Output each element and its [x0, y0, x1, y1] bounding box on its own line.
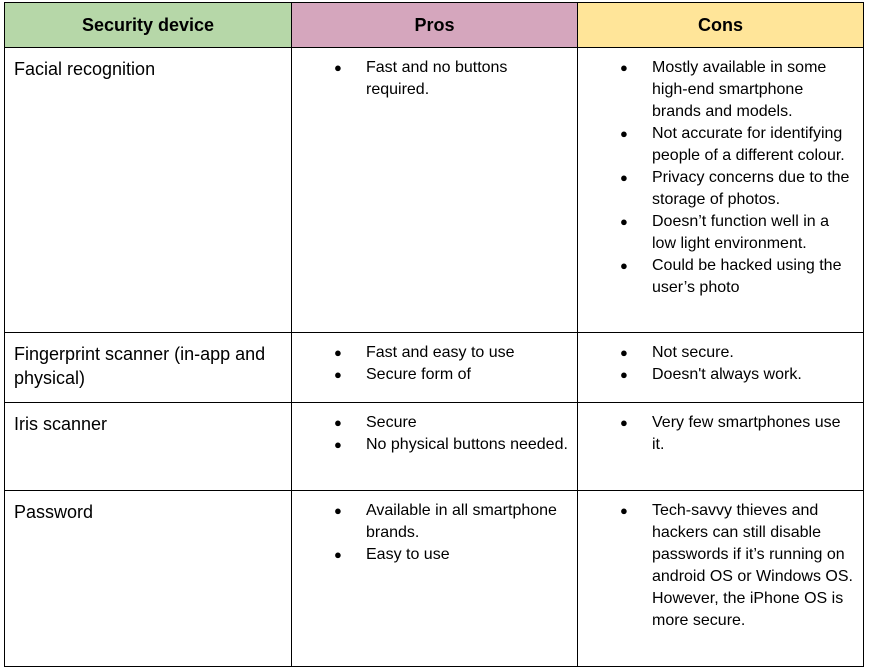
list-item	[292, 434, 577, 456]
cons-item-text: Doesn't always work.	[652, 366, 802, 383]
table-row-password	[5, 491, 864, 667]
list-item	[578, 342, 863, 364]
list-item	[292, 364, 577, 386]
device-name-cell: Fingerprint scanner (in-app and physical)	[5, 333, 292, 403]
bullet-icon: ●	[334, 437, 342, 452]
header-security-device: Security device	[5, 3, 292, 48]
bullet-icon: ●	[620, 126, 628, 141]
pros-cell	[292, 333, 578, 403]
list-item	[578, 412, 863, 456]
table-row-fingerprint-scanner	[5, 333, 864, 403]
pros-item-text: Secure form of	[366, 366, 471, 383]
cons-item-text: Tech-savvy thieves and hackers can still disable passwords if it’s running on android OS or Windows OS. However, the iPhone OS is more secure.	[652, 502, 853, 629]
list-item	[292, 500, 577, 544]
list-item	[578, 123, 863, 167]
pros-item-text: No physical buttons needed.	[366, 436, 568, 453]
cons-cell	[578, 491, 864, 667]
cons-list	[578, 57, 863, 299]
cons-item-text: Privacy concerns due to the storage of photos.	[652, 169, 850, 208]
bullet-icon: ●	[620, 60, 628, 75]
pros-list	[292, 342, 577, 386]
pros-item-text: Secure	[366, 414, 417, 431]
list-item	[292, 544, 577, 566]
pros-list	[292, 57, 577, 101]
device-name-cell: Iris scanner	[5, 403, 292, 491]
cons-item-text: Mostly available in some high-end smartphone brands and models.	[652, 59, 827, 120]
cons-item-text: Not secure.	[652, 344, 734, 361]
list-item	[292, 57, 577, 101]
list-item	[578, 255, 863, 299]
cons-list	[578, 342, 863, 386]
bullet-icon: ●	[620, 367, 628, 382]
cons-cell	[578, 403, 864, 491]
bullet-icon: ●	[620, 258, 628, 273]
cons-item-text: Doesn’t function well in a low light environment.	[652, 213, 829, 252]
header-cons: Cons	[578, 3, 864, 48]
pros-item-text: Easy to use	[366, 546, 450, 563]
cons-list	[578, 500, 863, 632]
cons-cell	[578, 48, 864, 333]
bullet-icon: ●	[620, 214, 628, 229]
device-name-cell: Facial recognition	[5, 48, 292, 333]
security-comparison-table	[4, 2, 864, 667]
list-item	[578, 167, 863, 211]
pros-cell	[292, 48, 578, 333]
table-row-facial-recognition	[5, 48, 864, 333]
cons-item-text: Not accurate for identifying people of a different colour.	[652, 125, 845, 164]
pros-item-text: Fast and easy to use	[366, 344, 515, 361]
device-name-cell: Password	[5, 491, 292, 667]
bullet-icon: ●	[334, 415, 342, 430]
header-pros: Pros	[292, 3, 578, 48]
bullet-icon: ●	[620, 503, 628, 518]
cons-item-text: Could be hacked using the user’s photo	[652, 257, 842, 296]
bullet-icon: ●	[334, 345, 342, 360]
bullet-icon: ●	[334, 60, 342, 75]
cons-cell	[578, 333, 864, 403]
bullet-icon: ●	[334, 367, 342, 382]
cons-list	[578, 412, 863, 456]
pros-cell	[292, 403, 578, 491]
bullet-icon: ●	[334, 547, 342, 562]
table-row-iris-scanner	[5, 403, 864, 491]
list-item	[578, 57, 863, 123]
pros-list	[292, 412, 577, 456]
list-item	[578, 500, 863, 632]
bullet-icon: ●	[334, 503, 342, 518]
list-item	[292, 342, 577, 364]
bullet-icon: ●	[620, 415, 628, 430]
header-row	[5, 3, 864, 48]
cons-item-text: Very few smartphones use it.	[652, 414, 841, 453]
pros-cell	[292, 491, 578, 667]
list-item	[578, 211, 863, 255]
list-item	[292, 412, 577, 434]
bullet-icon: ●	[620, 345, 628, 360]
list-item	[578, 364, 863, 386]
pros-item-text: Available in all smartphone brands.	[366, 502, 557, 541]
pros-item-text: Fast and no buttons required.	[366, 59, 508, 98]
pros-list	[292, 500, 577, 566]
bullet-icon: ●	[620, 170, 628, 185]
